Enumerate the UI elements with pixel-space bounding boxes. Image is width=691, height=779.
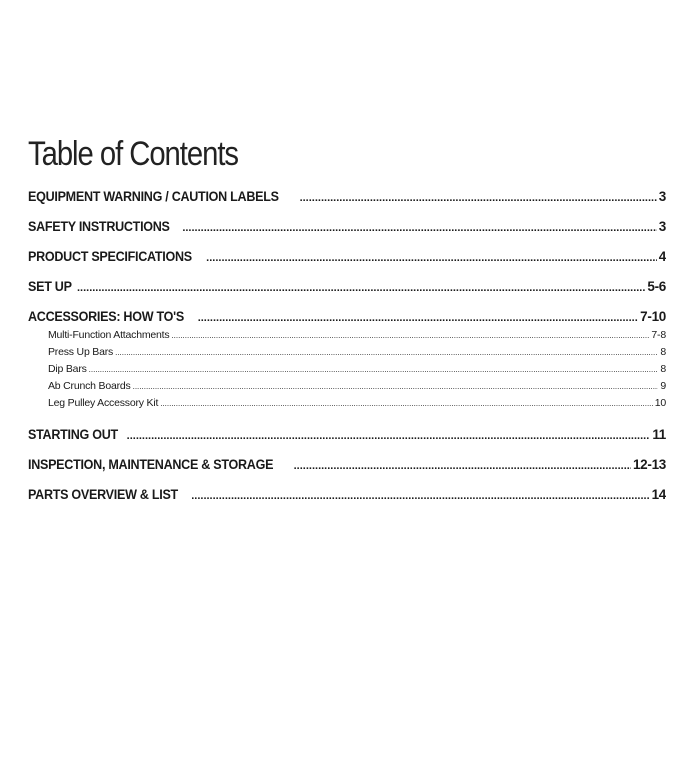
toc-subentry-page: 8 [660, 363, 666, 375]
toc-entry-page: 14 [651, 487, 666, 502]
toc-entry-parts-overview[interactable] [28, 485, 666, 505]
dot-leader [77, 278, 645, 297]
toc-subentry-leg-pulley-accessory-kit[interactable] [28, 395, 666, 412]
toc-entry-page: 4 [658, 249, 666, 264]
toc-subentry-title: Press Up Bars [48, 346, 114, 358]
toc-subentry-multi-function-attachments[interactable] [28, 327, 666, 344]
toc-subentry-page: 9 [660, 380, 666, 392]
toc-subentry-dip-bars[interactable] [28, 361, 666, 378]
toc-subentry-page: 8 [660, 346, 666, 358]
dot-leader [294, 456, 631, 475]
dot-leader [115, 344, 658, 361]
toc-entry-title: SAFETY INSTRUCTIONS [28, 219, 170, 234]
toc-subentry-page: 10 [654, 397, 666, 409]
toc-entry-title: PRODUCT SPECIFICATIONS [28, 249, 192, 264]
dot-leader [182, 218, 656, 237]
toc-entry-page: 12-13 [632, 457, 666, 472]
toc-entry-title: EQUIPMENT WARNING / CAUTION LABELS [28, 189, 279, 204]
toc-entry-page: 3 [658, 189, 666, 204]
dot-leader [160, 395, 653, 412]
toc-entry-set-up[interactable] [28, 277, 666, 297]
toc-subentry-ab-crunch-boards[interactable] [28, 378, 666, 395]
toc-entry-title: INSPECTION, MAINTENANCE & STORAGE [28, 457, 274, 472]
toc-entry-title: STARTING OUT [28, 427, 118, 442]
toc-subentry-title: Leg Pulley Accessory Kit [48, 397, 159, 409]
dot-leader [198, 308, 638, 327]
toc-entry-page: 7-10 [640, 309, 666, 324]
dot-leader [300, 188, 657, 207]
dot-leader [171, 327, 649, 344]
table-of-contents [28, 187, 666, 505]
toc-subentry-title: Ab Crunch Boards [48, 380, 131, 392]
toc-entry-accessories[interactable] [28, 307, 666, 327]
toc-subentry-press-up-bars[interactable] [28, 344, 666, 361]
toc-entry-page: 5-6 [647, 279, 666, 294]
toc-entry-page: 11 [652, 427, 666, 442]
toc-entry-page: 3 [658, 219, 666, 234]
toc-entry-product-specifications[interactable] [28, 247, 666, 267]
dot-leader [127, 426, 651, 445]
toc-subentry-title: Multi-Function Attachments [48, 329, 170, 341]
toc-entry-starting-out[interactable] [28, 425, 666, 445]
toc-entry-safety-instructions[interactable] [28, 217, 666, 237]
dot-leader [191, 486, 649, 505]
page-title: Table of Contents [28, 135, 239, 173]
dot-leader [133, 378, 659, 395]
toc-subentry-page: 7-8 [651, 329, 666, 341]
toc-entry-inspection-maintenance-storage[interactable] [28, 455, 666, 475]
dot-leader [206, 248, 657, 267]
toc-entry-title: SET UP [28, 279, 72, 294]
toc-entry-title: PARTS OVERVIEW & LIST [28, 487, 178, 502]
toc-entry-title: ACCESSORIES: HOW TO'S [28, 309, 184, 324]
dot-leader [89, 361, 659, 378]
toc-subentry-title: Dip Bars [48, 363, 87, 375]
toc-entry-equipment-warning[interactable] [28, 187, 666, 207]
